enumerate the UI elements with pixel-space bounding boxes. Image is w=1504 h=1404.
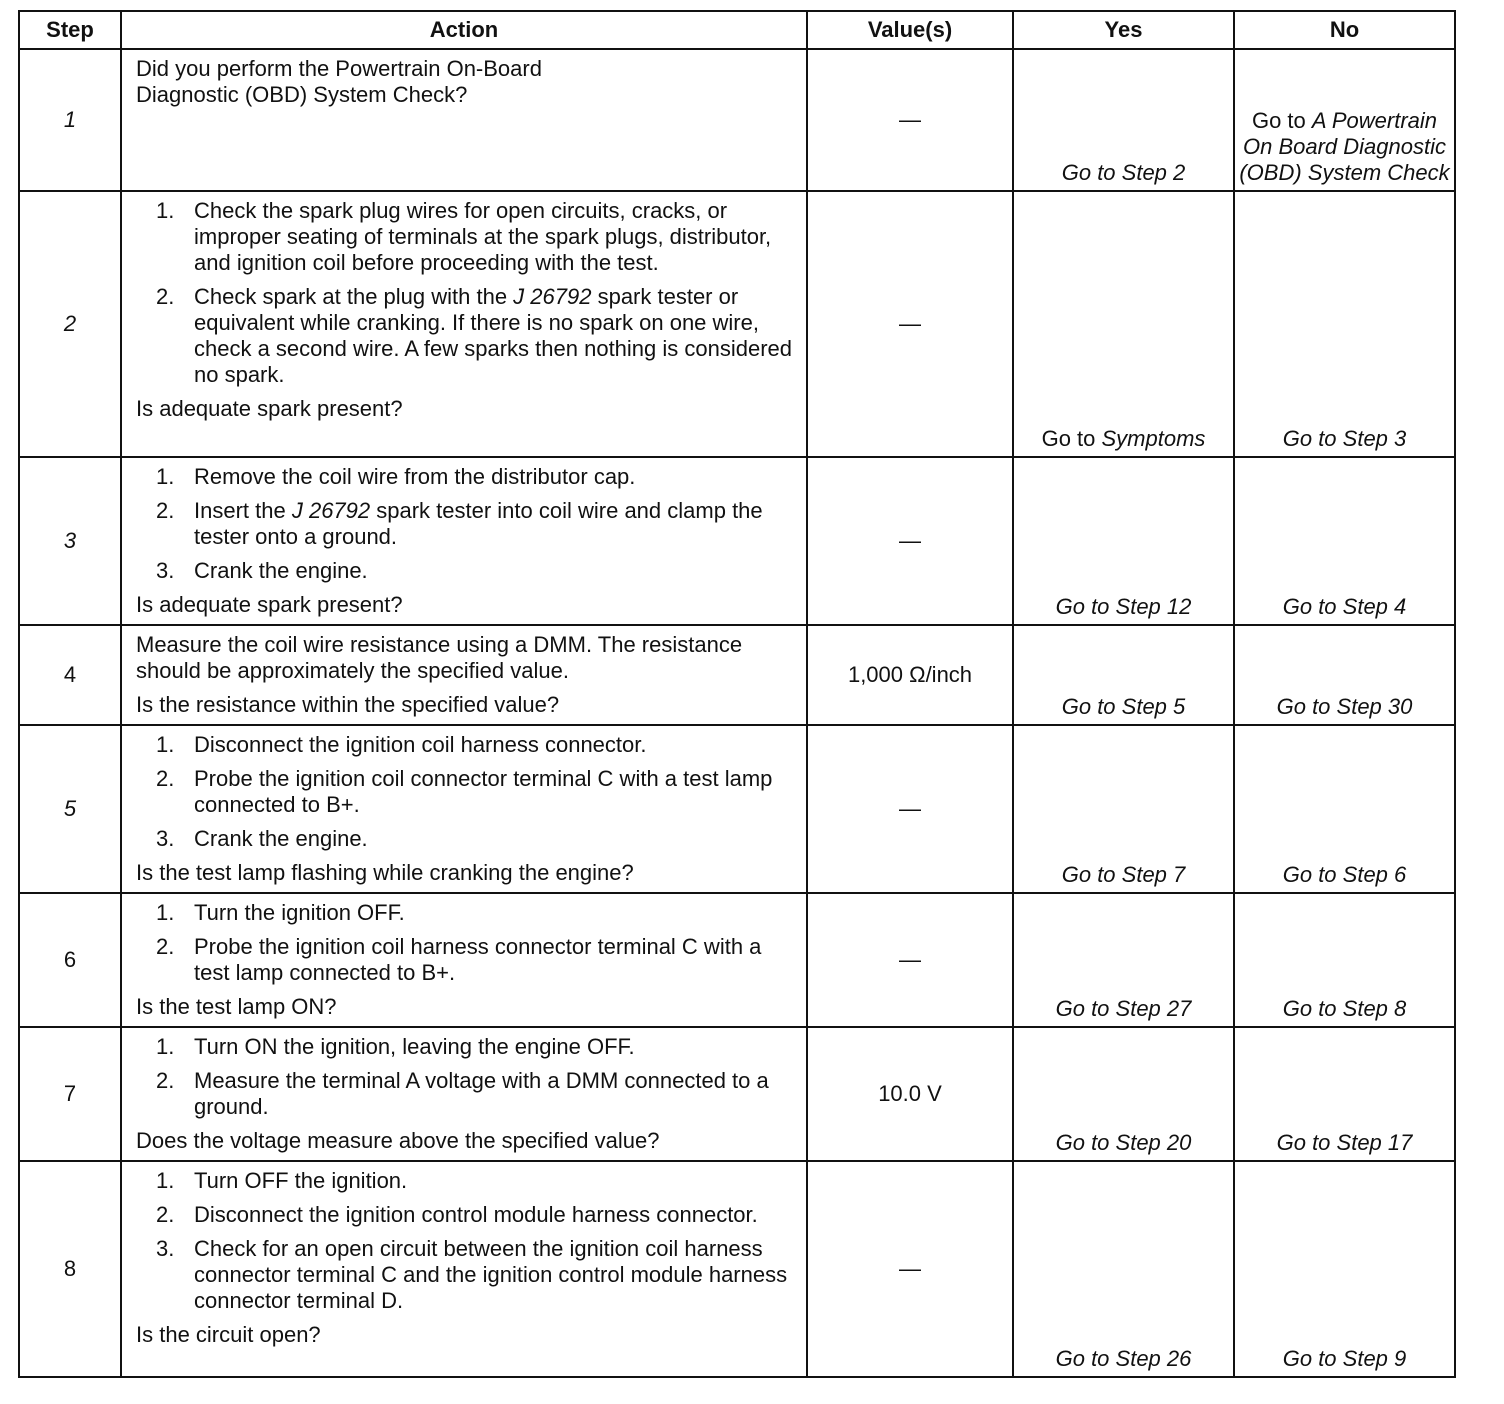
item-text: Check for an open circuit between the ignition coil harness connector terminal C and the ignition control module harness connector terminal D. <box>194 1236 788 1313</box>
action-cell <box>121 625 807 725</box>
value-cell: — <box>807 49 1013 191</box>
header-yes: Yes <box>1013 11 1234 49</box>
table-row <box>19 625 1455 725</box>
list-item <box>136 1068 794 1120</box>
item-number: 1. <box>156 1034 175 1059</box>
value-cell: 1,000 Ω/inch <box>807 625 1013 725</box>
table-row <box>19 893 1455 1027</box>
step-number: 5 <box>19 725 121 893</box>
yes-cell: Go to Step 26 <box>1013 1161 1234 1377</box>
no-prefix: Go to <box>1251 108 1312 133</box>
table-row <box>19 457 1455 625</box>
table-row <box>19 191 1455 457</box>
list-item <box>136 1034 794 1060</box>
step-number: 8 <box>19 1161 121 1377</box>
diagnostic-table <box>18 10 1456 1378</box>
no-cell: Go to Step 30 <box>1234 625 1455 725</box>
item-text: Probe the ignition coil harness connector terminal C with a test lamp connected to B+. <box>194 934 762 985</box>
item-text: Insert the <box>194 498 292 523</box>
action-list <box>136 732 794 852</box>
action-text: Measure the coil wire resistance using a DMM. The resistance should be approximately the specified value. <box>136 632 743 683</box>
no-cell: Go to Step 6 <box>1234 725 1455 893</box>
yes-cell: Go to Step 2 <box>1013 49 1234 191</box>
list-item <box>136 934 794 986</box>
item-text: Remove the coil wire from the distributor cap. <box>194 464 636 489</box>
list-item <box>136 900 794 926</box>
yes-cell <box>1013 191 1234 457</box>
header-action: Action <box>121 11 807 49</box>
item-text: Measure the terminal A voltage with a DMM connected to a ground. <box>194 1068 769 1119</box>
yes-cell: Go to Step 12 <box>1013 457 1234 625</box>
list-item <box>136 558 794 584</box>
no-link: A Powertrain On Board Diagnostic (OBD) System Check <box>1239 108 1450 185</box>
list-item <box>136 198 794 276</box>
step-number: 6 <box>19 893 121 1027</box>
item-text: Probe the ignition coil connector terminal C with a test lamp connected to B+. <box>194 766 773 817</box>
item-text: Turn OFF the ignition. <box>194 1168 408 1193</box>
list-item <box>136 1168 794 1194</box>
item-text: Disconnect the ignition coil harness connector. <box>194 732 647 757</box>
table-row <box>19 49 1455 191</box>
action-list <box>136 198 794 388</box>
action-cell <box>121 457 807 625</box>
action-cell <box>121 725 807 893</box>
item-text: Crank the engine. <box>194 558 368 583</box>
no-cell <box>1234 49 1455 191</box>
question-text: Does the voltage measure above the specified value? <box>136 1128 660 1153</box>
item-text: spark tester into coil wire and clamp the tester onto a ground. <box>194 498 763 549</box>
table-row <box>19 725 1455 893</box>
question-text: Is the test lamp flashing while cranking the engine? <box>136 860 634 885</box>
list-item <box>136 284 794 388</box>
item-number: 2. <box>156 498 175 523</box>
action-list <box>136 464 794 584</box>
question-text: Is the resistance within the specified value? <box>136 692 560 717</box>
yes-prefix: Go to <box>1041 426 1102 451</box>
list-item <box>136 464 794 490</box>
action-list <box>136 1168 794 1314</box>
item-text: spark tester or equivalent while cranking. If there is no spark on one wire, check a second wire. A few sparks then nothing is considered no spark. <box>194 284 793 387</box>
item-number: 2. <box>156 934 175 959</box>
list-item <box>136 826 794 852</box>
yes-cell: Go to Step 27 <box>1013 893 1234 1027</box>
action-cell <box>121 49 807 191</box>
header-no: No <box>1234 11 1455 49</box>
yes-link: Symptoms <box>1101 426 1206 451</box>
header-values: Value(s) <box>807 11 1013 49</box>
item-number: 1. <box>156 198 175 223</box>
table-row <box>19 1161 1455 1377</box>
value-cell: 10.0 V <box>807 1027 1013 1161</box>
item-text: Check spark at the plug with the <box>194 284 514 309</box>
yes-cell: Go to Step 5 <box>1013 625 1234 725</box>
table-row <box>19 1027 1455 1161</box>
step-number: 2 <box>19 191 121 457</box>
item-text: Check the spark plug wires for open circuits, cracks, or improper seating of terminals at the spark plugs, distributor, and ignition coil before proceeding with the test. <box>194 198 772 275</box>
list-item <box>136 498 794 550</box>
no-cell: Go to Step 9 <box>1234 1161 1455 1377</box>
question-text: Is the test lamp ON? <box>136 994 337 1019</box>
list-item <box>136 1202 794 1228</box>
action-text: Did you perform the Powertrain On-Board Diagnostic (OBD) System Check? <box>136 56 542 107</box>
item-number: 2. <box>156 766 175 791</box>
no-cell: Go to Step 8 <box>1234 893 1455 1027</box>
question-text: Is the circuit open? <box>136 1322 321 1347</box>
item-number: 1. <box>156 732 175 757</box>
step-number: 1 <box>19 49 121 191</box>
action-cell <box>121 893 807 1027</box>
list-item <box>136 766 794 818</box>
header-row <box>19 11 1455 49</box>
step-number: 3 <box>19 457 121 625</box>
item-text: Turn ON the ignition, leaving the engine OFF. <box>194 1034 635 1059</box>
value-cell: — <box>807 893 1013 1027</box>
yes-cell: Go to Step 20 <box>1013 1027 1234 1161</box>
yes-cell: Go to Step 7 <box>1013 725 1234 893</box>
item-text: Crank the engine. <box>194 826 368 851</box>
item-number: 1. <box>156 464 175 489</box>
no-cell: Go to Step 4 <box>1234 457 1455 625</box>
no-cell: Go to Step 3 <box>1234 191 1455 457</box>
item-number: 3. <box>156 826 175 851</box>
list-item <box>136 732 794 758</box>
item-text: Turn the ignition OFF. <box>194 900 405 925</box>
step-number: 7 <box>19 1027 121 1161</box>
action-list <box>136 1034 794 1120</box>
item-number: 3. <box>156 1236 175 1261</box>
action-cell <box>121 1027 807 1161</box>
question-text: Is adequate spark present? <box>136 396 403 421</box>
tool-ref: J 26792 <box>291 498 371 523</box>
step-number: 4 <box>19 625 121 725</box>
question-text: Is adequate spark present? <box>136 592 403 617</box>
no-cell: Go to Step 17 <box>1234 1027 1455 1161</box>
item-number: 2. <box>156 284 175 309</box>
action-list <box>136 900 794 986</box>
action-cell <box>121 1161 807 1377</box>
value-cell: — <box>807 191 1013 457</box>
action-cell <box>121 191 807 457</box>
item-number: 1. <box>156 1168 175 1193</box>
item-number: 2. <box>156 1068 175 1093</box>
item-number: 3. <box>156 558 175 583</box>
item-number: 1. <box>156 900 175 925</box>
value-cell: — <box>807 1161 1013 1377</box>
list-item <box>136 1236 794 1314</box>
value-cell: — <box>807 725 1013 893</box>
item-text: Disconnect the ignition control module harness connector. <box>194 1202 758 1227</box>
value-cell: — <box>807 457 1013 625</box>
header-step: Step <box>19 11 121 49</box>
item-number: 2. <box>156 1202 175 1227</box>
tool-ref: J 26792 <box>513 284 592 309</box>
